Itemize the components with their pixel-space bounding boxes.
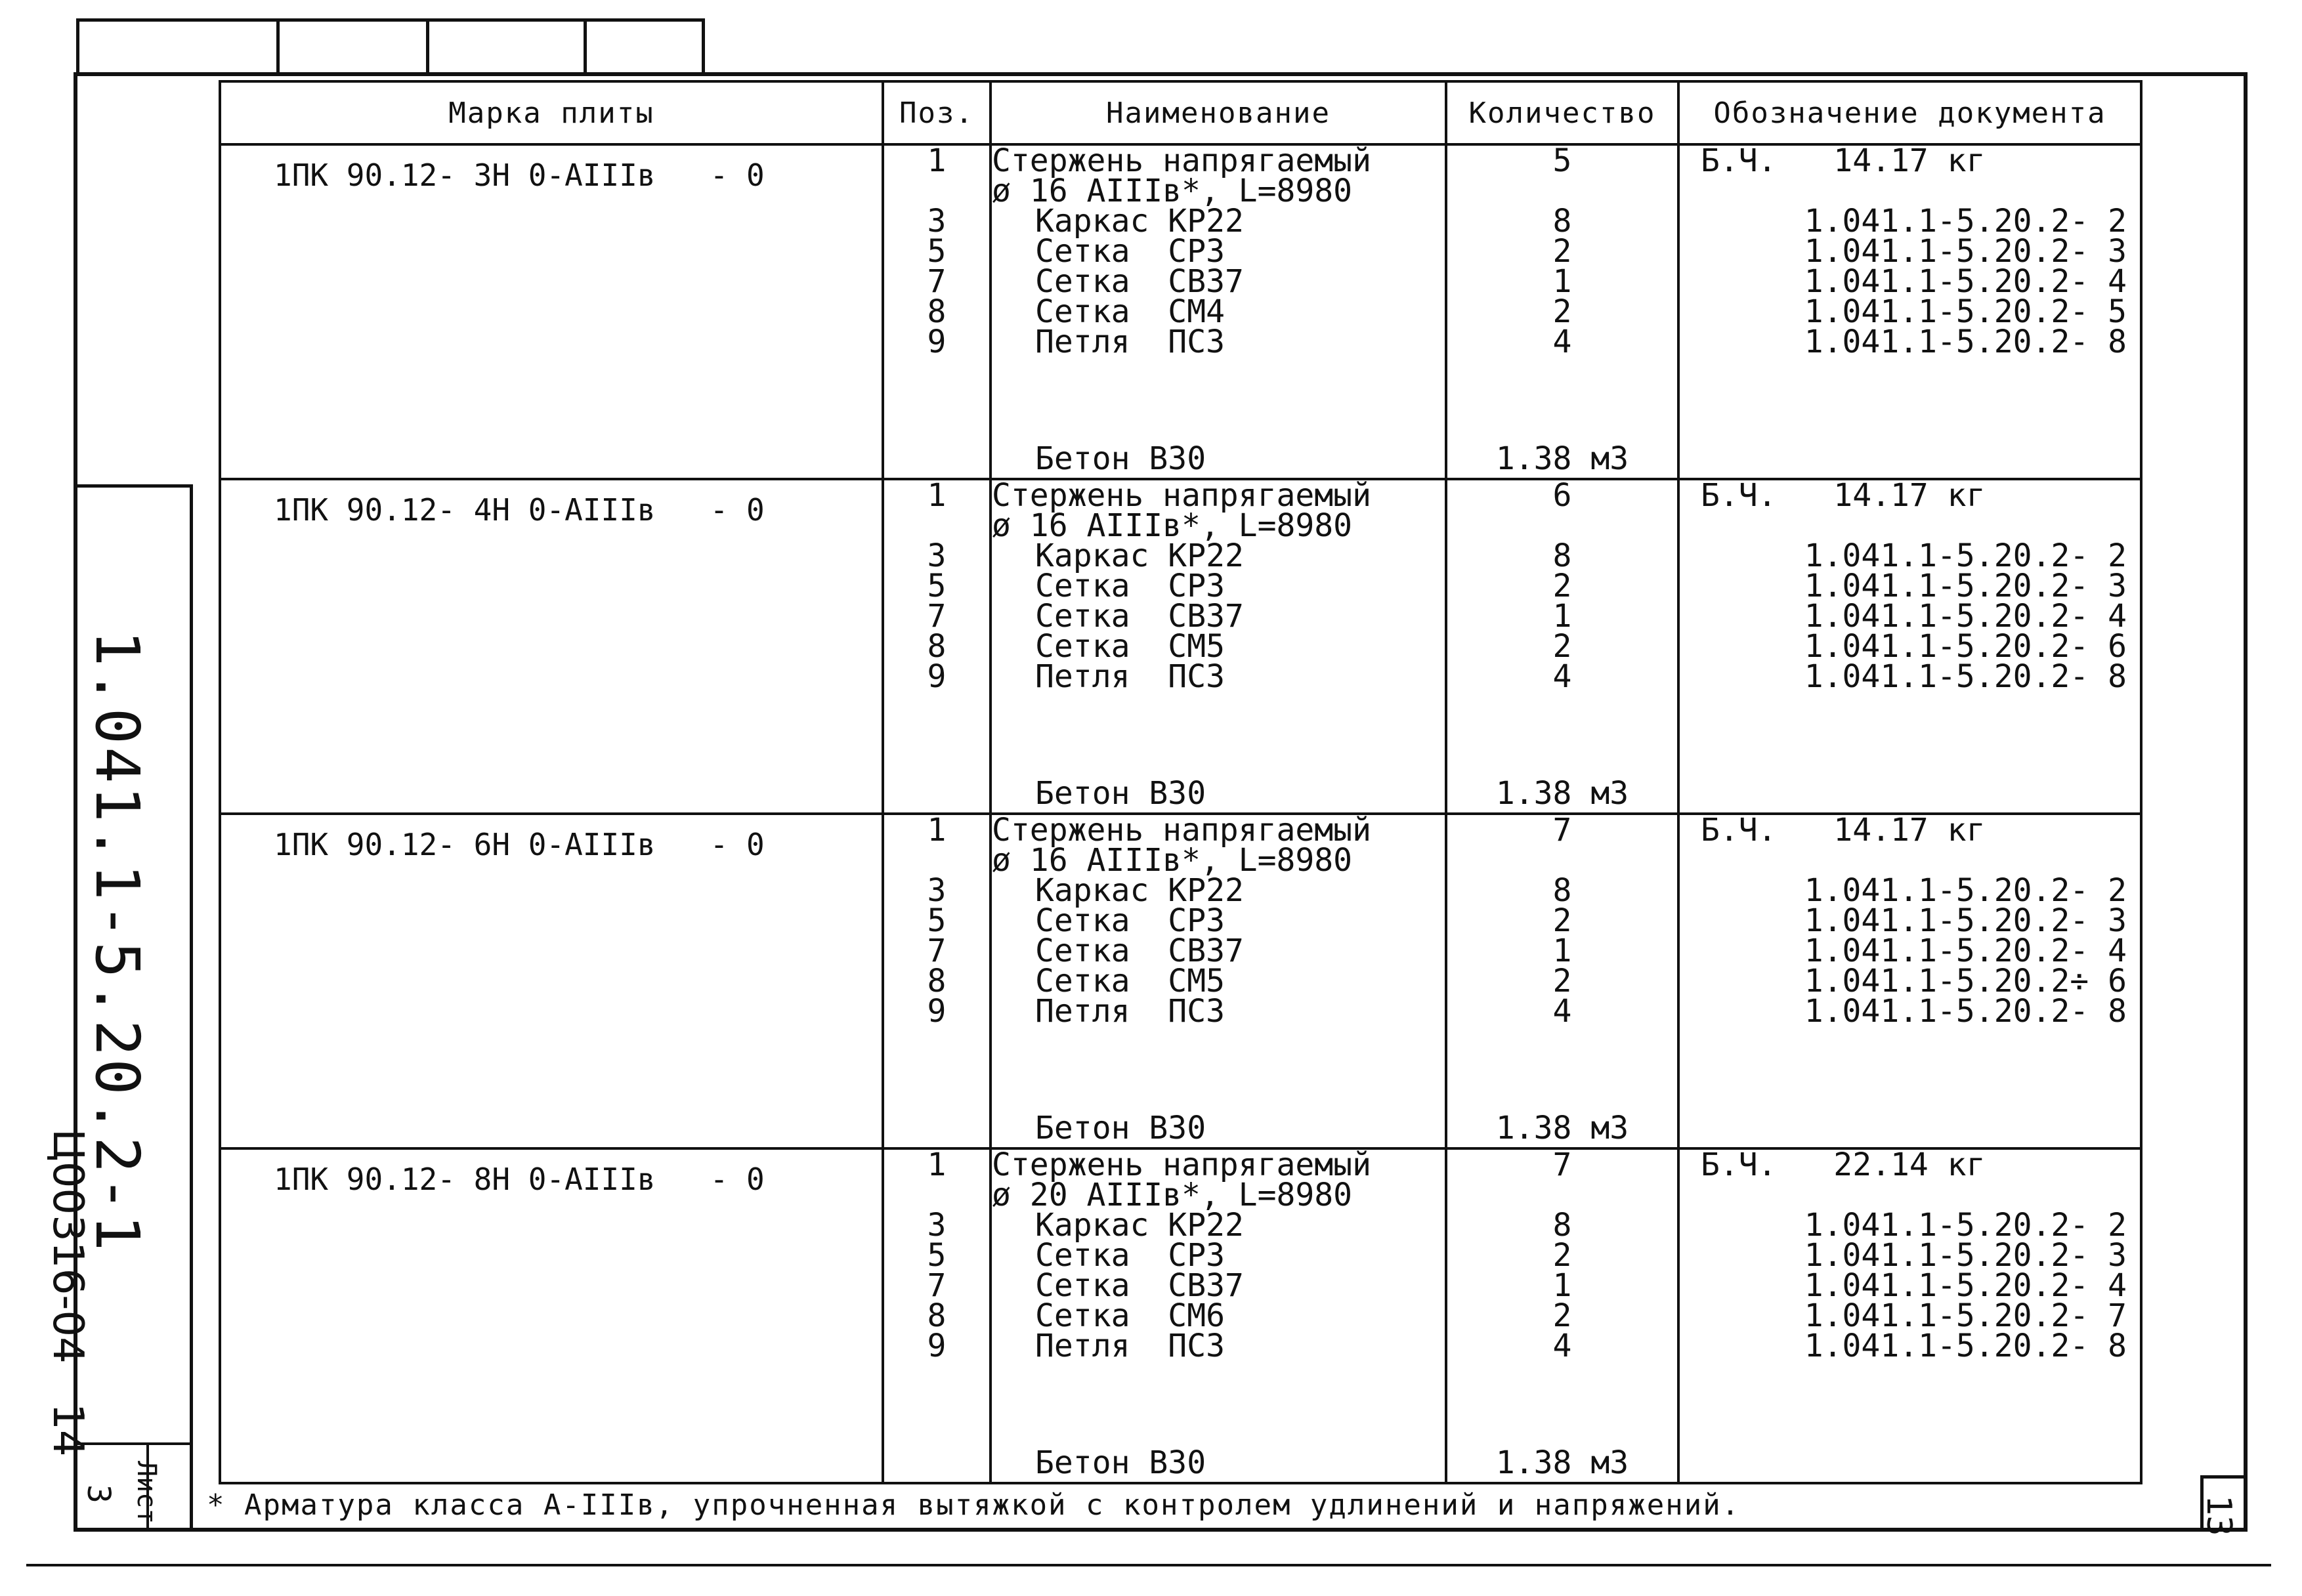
item-quantity-line: 2 [1552, 293, 1572, 330]
item-name-line: Каркас КР22 [1035, 537, 1244, 574]
document-reference-line [1680, 176, 2140, 206]
item-quantity [1446, 144, 1678, 479]
position-number-line: 7 [927, 263, 947, 300]
item-name-line: Петля ПС3 [1035, 658, 1225, 695]
table-header-row [220, 81, 2141, 144]
item-name-line: Сетка СР3 [1035, 233, 1225, 270]
spacer [1680, 1026, 2140, 1113]
side-doc-code: 1.041.1-5.20.2-1 [82, 630, 152, 1254]
document-reference-line: 1.041.1-5.20.2- 8 [1804, 1328, 2127, 1364]
column-header-name: Наименование [991, 81, 1446, 144]
plate-mark: 1ПК 90.12- 6Н 0-АIIIв - 0 [220, 814, 883, 1148]
concrete-grade: Бетон В30 [1035, 775, 1206, 812]
document-reference-line: 1.041.1-5.20.2- 3 [1804, 568, 2127, 604]
position-number-line [884, 1180, 989, 1210]
item-quantity-line: 4 [1552, 324, 1572, 360]
item-quantity-line: 2 [1552, 233, 1572, 270]
item-quantity-line: 1 [1552, 1267, 1572, 1304]
item-quantity-line: 4 [1552, 1328, 1572, 1364]
position-number-line: 9 [927, 658, 947, 695]
page-number: 13 [2199, 1495, 2238, 1536]
position-number-line: 5 [927, 233, 947, 270]
concrete-grade: Бетон В30 [1035, 440, 1206, 477]
document-reference-line: 1.041.1-5.20.2- 8 [1804, 658, 2127, 695]
item-quantity-line: 2 [1552, 628, 1572, 665]
position-number-line: 8 [927, 963, 947, 999]
spacer [884, 1361, 989, 1448]
item-name-line: Сетка СМ5 [1035, 628, 1225, 665]
document-reference [1678, 479, 2141, 814]
item-name-line: Петля ПС3 [1035, 324, 1225, 360]
spacer [1680, 1361, 2140, 1448]
item-quantity-line: 1 [1552, 263, 1572, 300]
position-number-line [884, 511, 989, 541]
title-block-top [76, 18, 705, 74]
item-name [991, 479, 1446, 814]
document-reference [1678, 1148, 2141, 1483]
item-name-line: Стержень напрягаемый [992, 477, 1371, 514]
spacer [992, 1026, 1445, 1113]
table-row [220, 479, 2141, 814]
position-number [883, 144, 991, 479]
document-reference-line: 1.041.1-5.20.2- 8 [1804, 993, 2127, 1030]
item-name [991, 814, 1446, 1148]
archive-sheet: 14 [43, 1403, 92, 1457]
item-quantity-line: 2 [1552, 568, 1572, 604]
concrete-volume: 1.38 м3 [1495, 775, 1629, 812]
concrete-volume: 1.38 м3 [1495, 1444, 1629, 1481]
item-name-line: ø 16 АIIIв*, L=8980 [992, 842, 1353, 879]
position-number-line [884, 845, 989, 875]
item-name-line: Стержень напрягаемый [992, 812, 1371, 849]
spacer [884, 357, 989, 444]
spacer [1447, 1026, 1677, 1113]
position-number-line: 9 [927, 993, 947, 1030]
document-reference [1678, 144, 2141, 479]
item-quantity-line: 6 [1552, 477, 1572, 514]
document-reference-line: 1.041.1-5.20.2- 6 [1804, 628, 2127, 665]
specification-table [219, 80, 2142, 1484]
item-quantity-line: 5 [1552, 142, 1572, 179]
item-quantity-line: 8 [1552, 537, 1572, 574]
position-number-line: 5 [927, 568, 947, 604]
item-name-line: Каркас КР22 [1035, 203, 1244, 240]
position-number-line: 9 [927, 1328, 947, 1364]
spacer [992, 357, 1445, 444]
document-reference-line: 1.041.1-5.20.2- 4 [1804, 598, 2127, 635]
concrete-grade: Бетон В30 [1035, 1110, 1206, 1146]
position-number-line: 1 [927, 1146, 947, 1183]
item-quantity-line: 8 [1552, 203, 1572, 240]
stamp-divider [77, 1442, 190, 1445]
position-number-line: 7 [927, 598, 947, 635]
document-reference-line: 1.041.1-5.20.2÷ 6 [1804, 963, 2127, 999]
table-row [220, 144, 2141, 479]
position-number [883, 1148, 991, 1483]
item-name-line: Каркас КР22 [1035, 872, 1244, 909]
item-quantity [1446, 1148, 1678, 1483]
document-reference-line: Б.Ч. 22.14 кг [1701, 1146, 1986, 1183]
document-reference-line: 1.041.1-5.20.2- 2 [1804, 872, 2127, 909]
document-reference-line: 1.041.1-5.20.2- 7 [1804, 1297, 2127, 1334]
document-reference-line: 1.041.1-5.20.2- 2 [1804, 1207, 2127, 1244]
item-name-line: Сетка СР3 [1035, 902, 1225, 939]
item-name-line: Сетка СМ4 [1035, 293, 1225, 330]
document-reference-line: 1.041.1-5.20.2- 2 [1804, 537, 2127, 574]
column-header-qty: Количество [1446, 81, 1678, 144]
position-number-line: 3 [927, 1207, 947, 1244]
item-quantity-line: 2 [1552, 902, 1572, 939]
concrete-grade: Бетон В30 [1035, 1444, 1206, 1481]
column-header-mark: Марка плиты [220, 81, 883, 144]
plate-mark: 1ПК 90.12- 3Н 0-АIIIв - 0 [220, 144, 883, 479]
document-reference-line [1680, 511, 2140, 541]
column-header-doc: Обозначение документа [1678, 81, 2141, 144]
position-number [883, 479, 991, 814]
item-quantity-line [1447, 1180, 1677, 1210]
item-quantity [1446, 479, 1678, 814]
document-reference-line: 1.041.1-5.20.2- 3 [1804, 902, 2127, 939]
item-name-line: Сетка СМ6 [1035, 1297, 1225, 1334]
item-quantity-line: 4 [1552, 658, 1572, 695]
footnote: * Арматура класса А-IIIв, упрочненная вытяжкой с контролем удлинений и напряжений. [207, 1488, 1741, 1522]
spacer [884, 692, 989, 778]
document-reference-line: 1.041.1-5.20.2- 4 [1804, 1267, 2127, 1304]
archive-code: Ц00316-04 [43, 1129, 92, 1364]
spacer [992, 692, 1445, 778]
document-reference-line: 1.041.1-5.20.2- 4 [1804, 933, 2127, 969]
document-reference-line: Б.Ч. 14.17 кг [1701, 812, 1986, 849]
title-block-cell [276, 22, 429, 74]
item-quantity-line: 4 [1552, 993, 1572, 1030]
position-number-line: 5 [927, 1237, 947, 1274]
archive-stamp [43, 1129, 92, 1457]
item-quantity-line: 1 [1552, 933, 1572, 969]
item-name-line: Сетка СР3 [1035, 1237, 1225, 1274]
item-name-line: Каркас КР22 [1035, 1207, 1244, 1244]
item-name [991, 1148, 1446, 1483]
item-name-line: Сетка СВ37 [1035, 933, 1244, 969]
item-name-line: Стержень напрягаемый [992, 142, 1371, 179]
spacer [1447, 357, 1677, 444]
item-name-line: Петля ПС3 [1035, 1328, 1225, 1364]
sheet-label: Лист [131, 1461, 161, 1524]
item-quantity-line: 1 [1552, 598, 1572, 635]
item-quantity-line: 2 [1552, 1237, 1572, 1274]
item-quantity [1446, 814, 1678, 1148]
position-number-line: 9 [927, 324, 947, 360]
spacer [1447, 692, 1677, 778]
item-quantity-line: 2 [1552, 963, 1572, 999]
concrete-volume: 1.38 м3 [1495, 1110, 1629, 1146]
position-number-line: 8 [927, 293, 947, 330]
item-quantity-line [1447, 176, 1677, 206]
plate-mark: 1ПК 90.12- 4Н 0-АIIIв - 0 [220, 479, 883, 814]
document-reference-line: Б.Ч. 14.17 кг [1701, 477, 1986, 514]
spacer [992, 1361, 1445, 1448]
item-name-line: Сетка СВ37 [1035, 263, 1244, 300]
position-number-line: 3 [927, 537, 947, 574]
document-reference [1678, 814, 2141, 1148]
item-name-line: Сетка СМ5 [1035, 963, 1225, 999]
position-number-line: 1 [927, 812, 947, 849]
item-name-line: Сетка СВ37 [1035, 598, 1244, 635]
position-number [883, 814, 991, 1148]
table-row [220, 1148, 2141, 1483]
item-quantity-line [1447, 511, 1677, 541]
position-number-line: 3 [927, 872, 947, 909]
plate-mark: 1ПК 90.12- 8Н 0-АIIIв - 0 [220, 1148, 883, 1483]
document-reference-line [1680, 845, 2140, 875]
trim-line [26, 1564, 2271, 1566]
item-name-line: ø 16 АIIIв*, L=8980 [992, 173, 1353, 209]
title-block-cell [79, 22, 280, 74]
item-name-line: Петля ПС3 [1035, 993, 1225, 1030]
document-reference-line: Б.Ч. 14.17 кг [1701, 142, 1986, 179]
item-quantity-line: 2 [1552, 1297, 1572, 1334]
document-reference-line: 1.041.1-5.20.2- 3 [1804, 233, 2127, 270]
sheet-number: 3 [80, 1484, 117, 1503]
document-reference-line: 1.041.1-5.20.2- 8 [1804, 324, 2127, 360]
item-name [991, 144, 1446, 479]
spacer [884, 1026, 989, 1113]
document-reference-line [1680, 1180, 2140, 1210]
document-reference-line: 1.041.1-5.20.2- 5 [1804, 293, 2127, 330]
position-number-line: 7 [927, 933, 947, 969]
position-number-line: 3 [927, 203, 947, 240]
item-quantity-line [1447, 845, 1677, 875]
position-number-line: 5 [927, 902, 947, 939]
item-name-line: Сетка СВ37 [1035, 1267, 1244, 1304]
document-reference-line: 1.041.1-5.20.2- 2 [1804, 203, 2127, 240]
item-name-line: Сетка СР3 [1035, 568, 1225, 604]
concrete-volume: 1.38 м3 [1495, 440, 1629, 477]
position-number-line: 1 [927, 477, 947, 514]
document-reference-line: 1.041.1-5.20.2- 3 [1804, 1237, 2127, 1274]
item-name-line: ø 16 АIIIв*, L=8980 [992, 507, 1353, 544]
item-quantity-line: 7 [1552, 812, 1572, 849]
item-name-line: Стержень напрягаемый [992, 1146, 1371, 1183]
item-quantity-line: 8 [1552, 1207, 1572, 1244]
spacer [1447, 1361, 1677, 1448]
position-number-line: 8 [927, 628, 947, 665]
spacer [1680, 692, 2140, 778]
position-number-line: 7 [927, 1267, 947, 1304]
position-number-line: 1 [927, 142, 947, 179]
title-block-cell [426, 22, 587, 74]
item-name-line: ø 20 АIIIв*, L=8980 [992, 1177, 1353, 1213]
document-reference-line: 1.041.1-5.20.2- 4 [1804, 263, 2127, 300]
position-number-line: 8 [927, 1297, 947, 1334]
spacer [1680, 357, 2140, 444]
table-row [220, 814, 2141, 1148]
item-quantity-line: 7 [1552, 1146, 1572, 1183]
column-header-pos: Поз. [883, 81, 991, 144]
item-quantity-line: 8 [1552, 872, 1572, 909]
position-number-line [884, 176, 989, 206]
